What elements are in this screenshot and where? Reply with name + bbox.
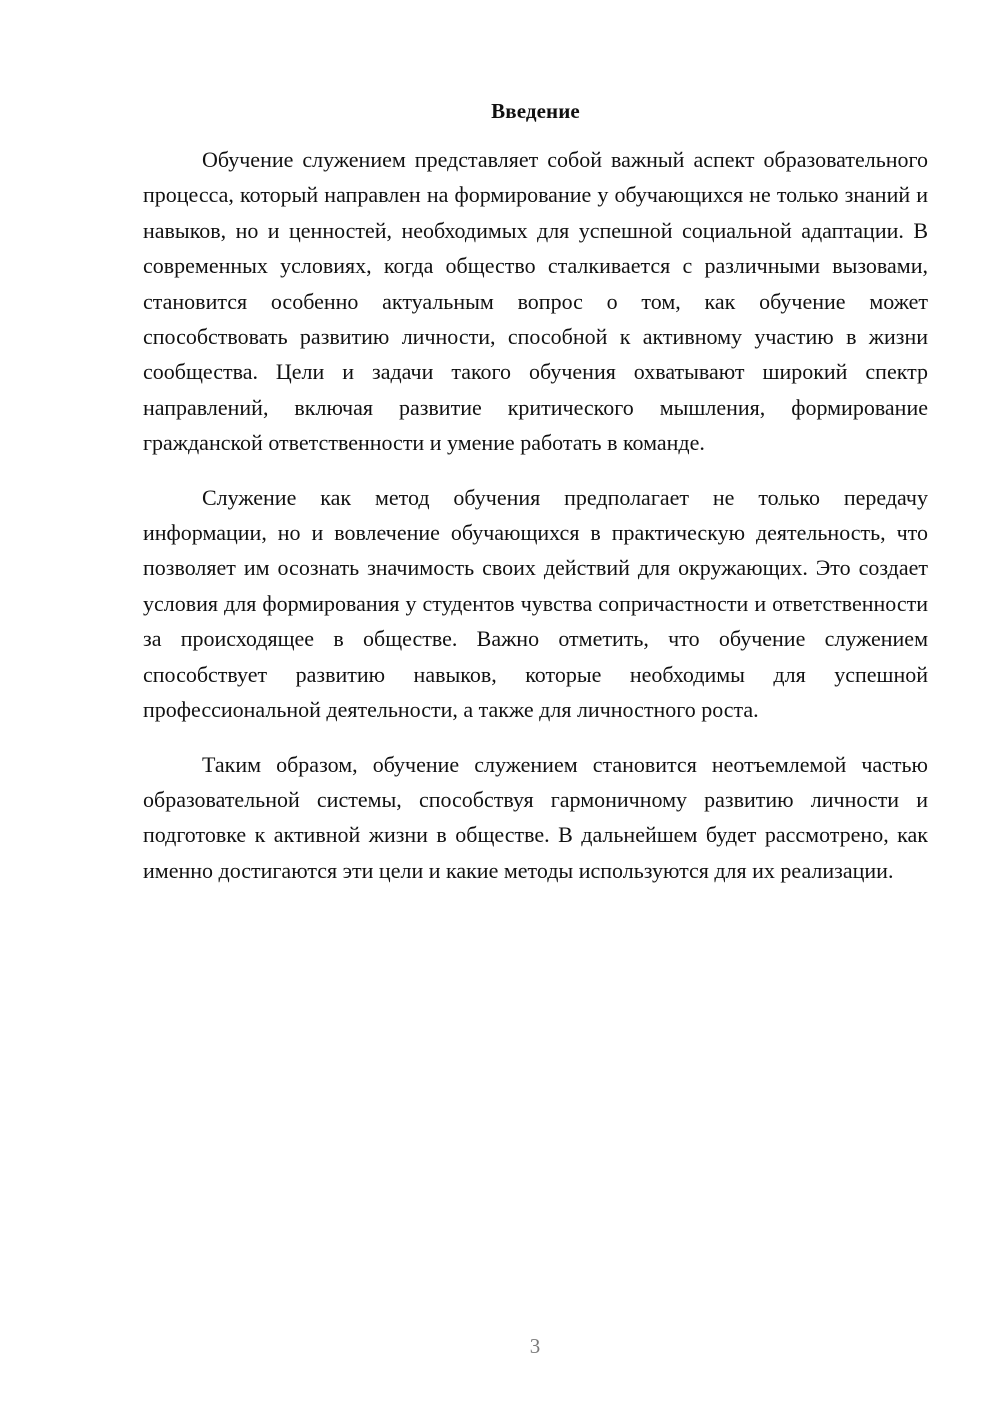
paragraph-3: Таким образом, обучение служением становится неотъемлемой частью образовательной системы, способствуя гармоничному развитию личности и подготовке к активной жизни в обществе. В дальнейшем будет рассмотрено, как именно достигаются эти цели и какие методы используются для их реализации.	[143, 751, 928, 883]
section-heading: Введение	[491, 99, 580, 123]
paragraph-2: Служение как метод обучения предполагает не только передачу информации, но и вовлечение обучающихся в практическую деятельность, что позволяет им осознать значимость своих действий для окружающих. Это создает условия для формирования у студентов чувства сопричастности и ответственности за происходящее в обществе. Важно отметить, что обучение служением способствует развитию навыков, которые необходимы для успешной профессиональной деятельности, а также для личностного роста.	[143, 484, 928, 723]
paragraph-1: Обучение служением представляет собой важный аспект образовательного процесса, который направлен на формирование у обучающихся не только знаний и навыков, но и ценностей, необходимых для успешной социальной адаптации. В современных условиях, когда общество сталкивается с различными вызовами, становится особенно актуальным вопрос о том, как обучение может способствовать развитию личности, способной к активному участию в жизни сообщества. Цели и задачи такого обучения охватывают широкий спектр направлений, включая развитие критического мышления, формирование гражданской ответственности и умение работать в команде.	[143, 147, 928, 456]
page-number: 3	[529, 1334, 541, 1358]
page-content	[143, 94, 928, 907]
